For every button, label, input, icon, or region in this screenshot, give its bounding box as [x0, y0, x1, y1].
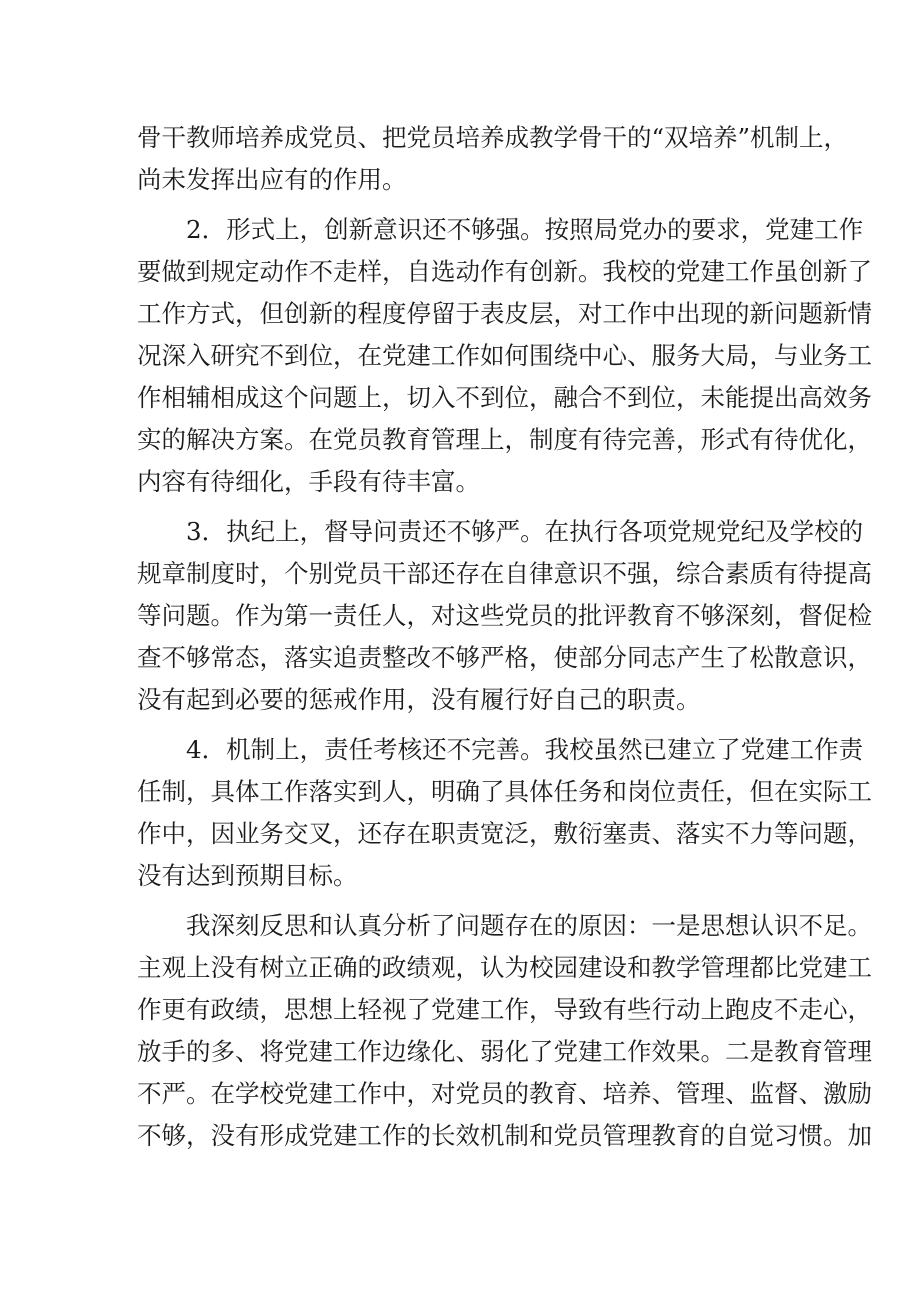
- text-line: 内容有待细化，手段有待丰富。: [137, 467, 480, 496]
- text-line: 4．机制上，责任考核还不完善。我校虽然已建立了党建工作责: [186, 735, 864, 764]
- text-line: 不严。在学校党建工作中，对党员的教育、培养、管理、监督、激励: [137, 1079, 872, 1108]
- text-line: 作中，因业务交叉，还存在职责宽泛，敷衍塞责、落实不力等问题，: [137, 819, 872, 848]
- document-body: [137, 117, 872, 1165]
- text-line: 任制，具体工作落实到人，明确了具体任务和岗位责任，但在实际工: [137, 777, 872, 806]
- text-line: 作相辅相成这个问题上，切入不到位，融合不到位，未能提出高效务: [137, 383, 872, 412]
- text-line: 我深刻反思和认真分析了问题存在的原因：一是思想认识不足。: [186, 911, 872, 940]
- text-line: 放手的多、将党建工作边缘化、弱化了党建工作效果。二是教育管理: [137, 1037, 872, 1066]
- paragraph-5: [137, 905, 872, 1157]
- paragraph-3: [137, 511, 872, 721]
- paragraph-2: [137, 209, 872, 503]
- text-line: 规章制度时，个别党员干部还存在自律意识不强，综合素质有待提高: [137, 559, 872, 588]
- text-line: 工作方式，但创新的程度停留于表皮层，对工作中出现的新问题新情: [137, 299, 872, 328]
- text-line: 尚未发挥出应有的作用。: [137, 165, 407, 194]
- text-line: 等问题。作为第一责任人，对这些党员的批评教育不够深刻，督促检: [137, 601, 872, 630]
- text-line: 要做到规定动作不走样，自选动作有创新。我校的党建工作虽创新了: [137, 257, 872, 286]
- text-line: 主观上没有树立正确的政绩观，认为校园建设和教学管理都比党建工: [137, 953, 872, 982]
- text-line: 3．执纪上，督导问责还不够严。在执行各项党规党纪及学校的: [186, 517, 864, 546]
- text-line: 没有达到预期目标。: [137, 861, 358, 890]
- text-line: 况深入研究不到位，在党建工作如何围绕中心、服务大局，与业务工: [137, 341, 872, 370]
- text-line: 骨干教师培养成党员、把党员培养成教学骨干的“双培养”机制上，: [137, 123, 849, 152]
- paragraph-1: [137, 117, 849, 201]
- paragraph-4: [137, 729, 872, 897]
- text-line: 2．形式上，创新意识还不够强。按照局党办的要求，党建工作: [186, 215, 864, 244]
- text-line: 实的解决方案。在党员教育管理上，制度有待完善，形式有待优化，: [137, 425, 872, 454]
- text-line: 不够，没有形成党建工作的长效机制和党员管理教育的自觉习惯。加: [137, 1121, 872, 1150]
- text-line: 作更有政绩，思想上轻视了党建工作，导致有些行动上跑皮不走心，: [137, 995, 872, 1024]
- text-line: 查不够常态，落实追责整改不够严格，使部分同志产生了松散意识，: [137, 643, 872, 672]
- text-line: 没有起到必要的惩戒作用，没有履行好自己的职责。: [137, 685, 701, 714]
